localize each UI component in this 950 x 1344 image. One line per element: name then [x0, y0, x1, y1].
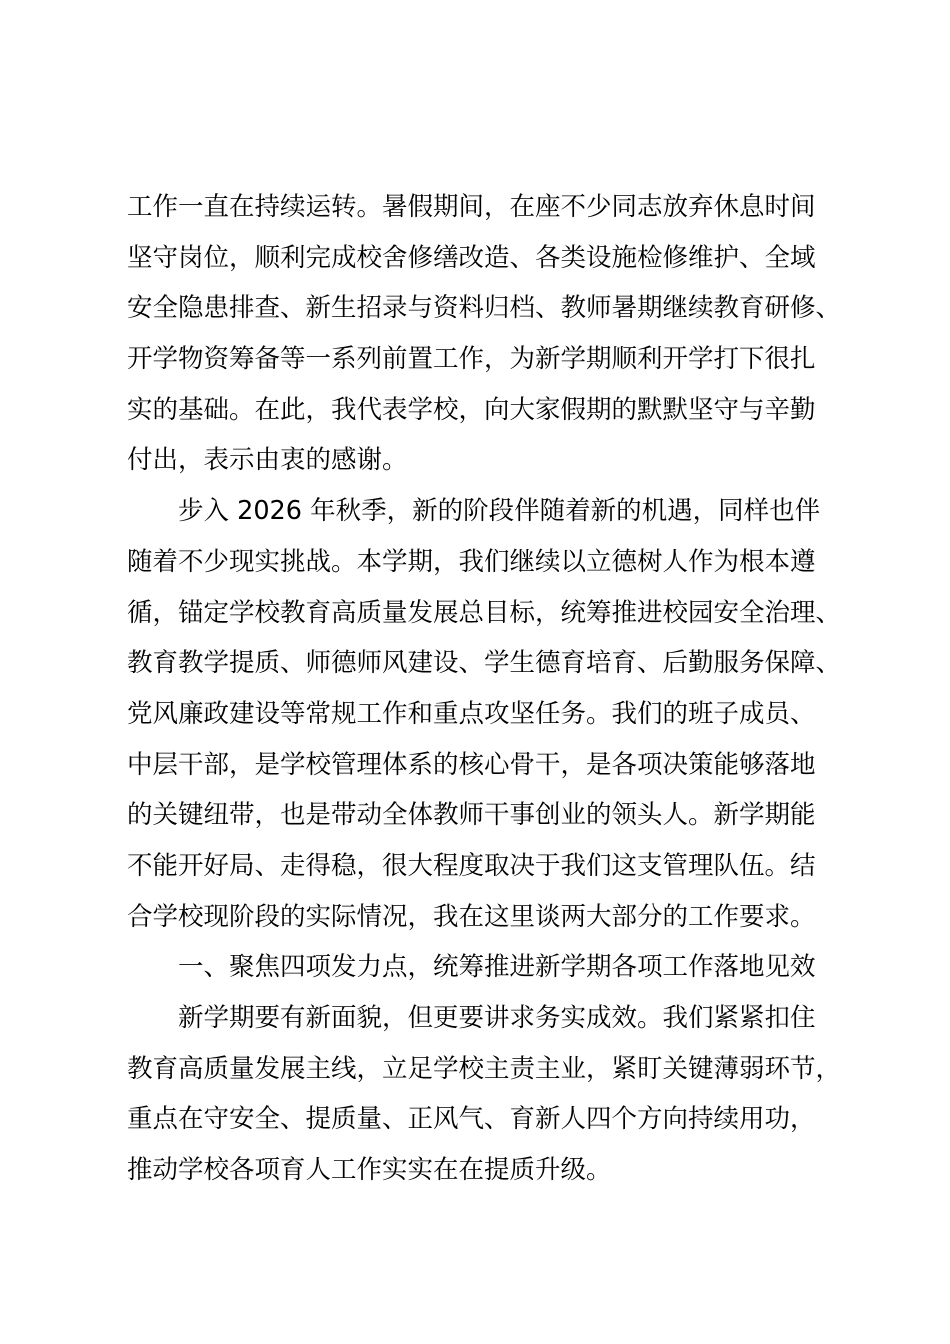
text-line: 工作一直在持续运转。暑假期间，在座不少同志放弃休息时间 [127, 192, 816, 222]
text-line: 开学物资筹备等一系列前置工作，为新学期顺利开学打下很扎 [127, 344, 816, 375]
paragraph-autumn-semester [127, 486, 847, 942]
text-line: 循，锚定学校教育高质量发展总目标，统筹推进校园安全治理、 [127, 597, 842, 628]
text-line: 实的基础。在此，我代表学校，向大家假期的默默坚守与辛勤 [127, 394, 816, 425]
document-page [127, 182, 847, 1196]
text-line: 教育教学提质、师德师风建设、学生德育培育、后勤服务保障、 [127, 648, 842, 679]
text-line: 党风廉政建设等常规工作和重点攻坚任务。我们的班子成员、 [127, 698, 816, 729]
paragraph-summer-work [127, 182, 847, 486]
text-line: 重点在守安全、提质量、正风气、育新人四个方向持续用功， [127, 1104, 816, 1135]
text-line: 推动学校各项育人工作实实在在提质升级。 [127, 1155, 612, 1186]
section-heading-one [127, 942, 847, 993]
text-line: 不能开好局、走得稳，很大程度取决于我们这支管理队伍。结 [127, 850, 816, 881]
text-line-indented: 新学期要有新面貌，但更要讲求务实成效。我们紧紧扣住 [178, 1003, 816, 1033]
text-line: 付出，表示由衷的感谢。 [127, 445, 408, 476]
text-line: 安全隐患排查、新生招录与资料归档、教师暑期继续教育研修、 [127, 293, 842, 324]
text-line: 合学校现阶段的实际情况，我在这里谈两大部分的工作要求。 [127, 901, 816, 932]
text-line: 中层干部，是学校管理体系的核心骨干，是各项决策能够落地 [127, 749, 816, 780]
text-line: 坚守岗位，顺利完成校舍修缮改造、各类设施检修维护、全域 [127, 242, 816, 273]
text-line: 的关键纽带，也是带动全体教师干事创业的领头人。新学期能 [127, 800, 816, 831]
heading-line: 一、聚焦四项发力点，统筹推进新学期各项工作落地见效 [178, 952, 816, 983]
text-line: 随着不少现实挑战。本学期，我们继续以立德树人作为根本遵 [127, 546, 816, 577]
text-line: 教育高质量发展主线，立足学校主责主业，紧盯关键薄弱环节， [127, 1053, 842, 1084]
paragraph-new-semester [127, 993, 847, 1196]
text-line-indented: 步入 2026 年秋季，新的阶段伴随着新的机遇，同样也伴 [178, 496, 821, 527]
